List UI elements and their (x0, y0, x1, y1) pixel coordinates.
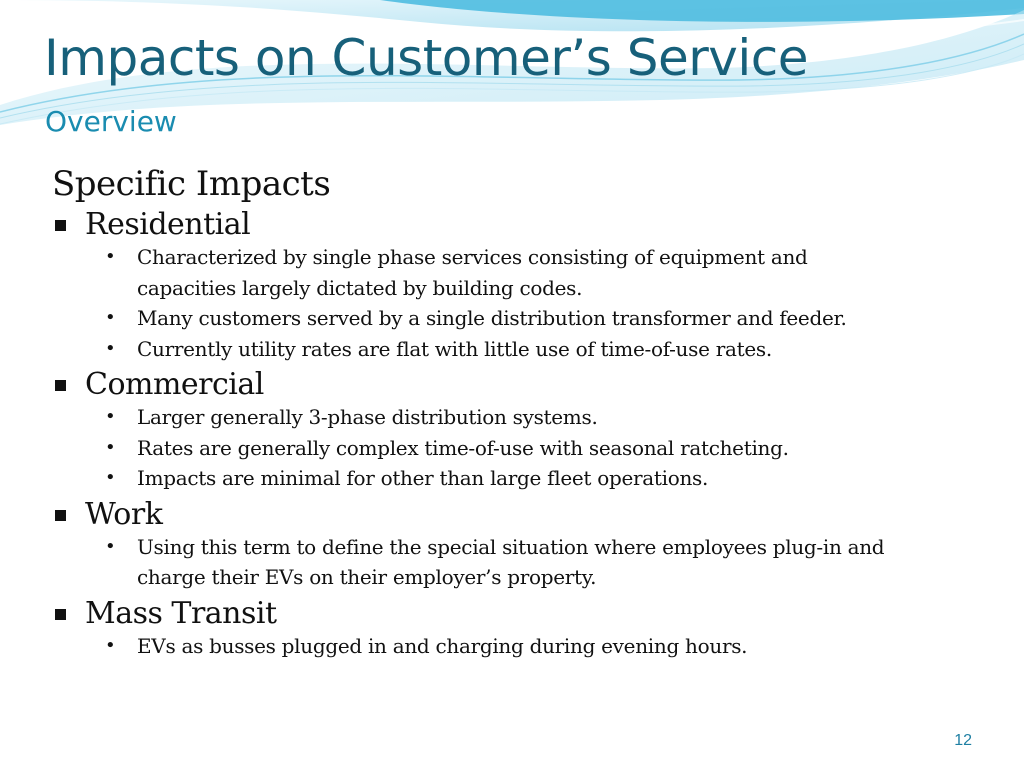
bullet-dot-icon: • (105, 246, 116, 267)
section-label: Work (85, 496, 163, 532)
list-item (105, 532, 912, 593)
square-bullet-icon (55, 609, 66, 620)
section-heading (52, 498, 912, 532)
bullet-dot-icon: • (105, 337, 116, 359)
bullet-list (52, 631, 912, 662)
section-mass-transit (52, 597, 912, 662)
list-item-text: Characterized by single phase services consisting of equipment and capacities largely dictated by building codes. (137, 245, 808, 300)
slide-subtitle: Overview (45, 105, 177, 138)
section-heading (52, 597, 912, 631)
section-heading (52, 368, 912, 402)
list-item (105, 334, 912, 365)
list-item-text: Currently utility rates are flat with little use of time-of-use rates. (137, 336, 772, 361)
list-item-text: Many customers served by a single distribution transformer and feeder. (137, 306, 847, 330)
section-label: Residential (85, 207, 251, 242)
square-bullet-icon (55, 220, 66, 231)
list-item (105, 242, 912, 303)
list-item-text: Rates are generally complex time-of-use with seasonal ratcheting. (137, 435, 789, 460)
section-commercial (52, 368, 912, 494)
list-item (105, 433, 912, 464)
section-heading (52, 208, 912, 242)
page-number: 12 (954, 732, 972, 749)
section-label: Mass Transit (85, 595, 277, 631)
square-bullet-icon (55, 380, 66, 391)
bullet-dot-icon: • (105, 634, 116, 656)
section-residential (52, 208, 912, 364)
list-item-text: Impacts are minimal for other than large fleet operations. (137, 466, 709, 490)
bullet-dot-icon: • (105, 467, 116, 488)
bullet-dot-icon: • (105, 307, 116, 328)
bullet-list (52, 402, 912, 494)
content-heading: Specific Impacts (52, 164, 331, 204)
bullet-list (52, 532, 912, 593)
bullet-dot-icon: • (105, 406, 116, 427)
list-item-text: Larger generally 3-phase distribution systems. (137, 405, 598, 429)
section-work (52, 498, 912, 593)
list-item (105, 631, 912, 662)
list-item (105, 402, 912, 433)
list-item-text: Using this term to define the special situation where employees plug-in and charge their EVs on their employer’s property. (137, 534, 885, 589)
list-item-text: EVs as busses plugged in and charging during evening hours. (137, 633, 748, 658)
bullet-dot-icon: • (105, 535, 116, 557)
slide-title: Impacts on Customer’s Service (44, 29, 809, 87)
list-item (105, 303, 912, 334)
bullet-list (52, 242, 912, 364)
section-label: Commercial (85, 367, 264, 402)
bullet-dot-icon: • (105, 436, 116, 458)
list-item (105, 463, 912, 494)
square-bullet-icon (55, 510, 66, 521)
slide-body (52, 162, 912, 665)
